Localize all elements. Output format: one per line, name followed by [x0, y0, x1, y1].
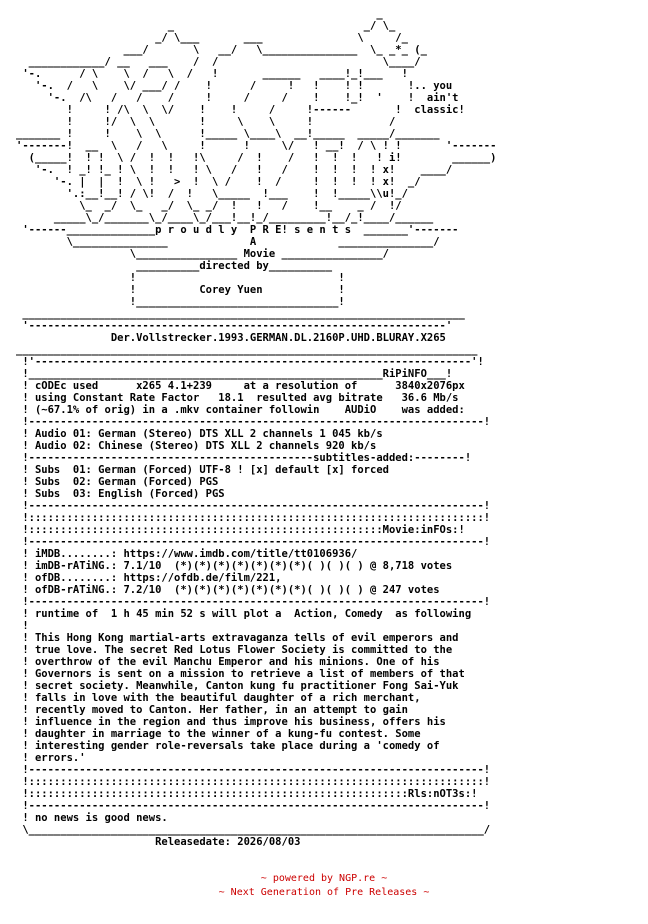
nfo-line: !'---------------------------------------------------------------------'! — [16, 356, 484, 368]
nfo-line: !------------------------------------------------------------------------! — [16, 800, 491, 812]
nfo-line: !________________________________! — [16, 296, 345, 308]
powered-by-line: ~ powered by NGP.re ~ — [260, 873, 388, 884]
nfo-line: ! ! — [16, 272, 345, 284]
nfo-line: ! ! /\ \ \/ ! ! / !------ ! classic! — [16, 104, 465, 116]
nfo-line: Der.Vollstrecker.1993.GERMAN.DL.2160P.UHD.BLURAY.X265 — [16, 332, 446, 344]
nfo-text-block — [16, 8, 496, 848]
nfo-line: ! Subs 01: German (Forced) UTF-8 ! [x] default [x] forced — [16, 464, 389, 476]
nfo-line: ! true love. The secret Red Lotus Flower Society is committed to the — [16, 644, 453, 656]
nfo-line: ! Governors is sent on a mission to retrieve a list of members of that — [16, 668, 465, 680]
nfo-line: ______________________________________________________________________ — [16, 308, 465, 320]
nfo-line: !------------------------------------------------------------------------! — [16, 416, 491, 428]
nfo-line: !::::::::::::::::::::::::::::::::::::::::::::::::::::::::::::::::::::::::! — [16, 776, 491, 788]
nfo-line: !::::::::::::::::::::::::::::::::::::::::::::::::::::::::Movie:inFOs:! — [16, 524, 465, 536]
nfo-line: '-. | | ! \ ! > ! \ / ! / ! ! ! ! x! _/ — [16, 176, 421, 188]
nfo-line: (_____! ! ! \ / ! ! !\ / ! / ! ! ! ! i! ______) — [16, 152, 497, 164]
nfo-line: \_ _/ \_ _/ \_ _/ ! ! / !__ _ / !/ — [16, 200, 402, 212]
nfo-line: ! interesting gender role-reversals take place during a 'comedy of — [16, 740, 440, 752]
nfo-line: \_______________ A _______________/ — [16, 236, 440, 248]
nfo-line: ! cODEc used x265 4.1+239 at a resolution of 3840x2076px — [16, 380, 465, 392]
nfo-line: '-. ! _! !_ ! \ ! ! ! \ / ! / ! ! ! ! x! ____/ — [16, 164, 453, 176]
nfo-line: ! secret society. Meanwhile, Canton kung fu practitioner Fong Sai-Yuk — [16, 680, 459, 692]
nfo-line: _____\_/_______\_/____\_/___!__!_/_________!__/_!____/______ — [16, 212, 434, 224]
nfo-line: ! no news is good news. — [16, 812, 168, 824]
nfo-line: ! errors.' — [16, 752, 86, 764]
nfo-line: ! using Constant Rate Factor 18.1 resulted avg bitrate 36.6 Mb/s — [16, 392, 459, 404]
nfo-line: _ _/ \_ — [16, 20, 396, 32]
nfo-line: !------------------------------------------------------------------------! — [16, 500, 491, 512]
nfo-line: Releasedate: 2026/08/03 — [16, 836, 301, 848]
nfo-line: !::::::::::::::::::::::::::::::::::::::::::::::::::::::::::::Rls:nOT3s:! — [16, 788, 478, 800]
nfo-line: !---------------------------------------------subtitles-added:--------! — [16, 452, 472, 464]
nfo-line: ! Subs 02: German (Forced) PGS — [16, 476, 219, 488]
nfo-line: ! !/ \ \ ! \ \ ! / — [16, 116, 402, 128]
nfo-line: !________________________________________________________RiPiNFO___! — [16, 368, 453, 380]
nfo-line: '-. / \ \/ ___/ / ! / ! ! ! ! !.. you — [16, 80, 453, 92]
nfo-line: __________directed by__________ — [16, 260, 333, 272]
nfo-line: ! This Hong Kong martial-arts extravaganza tells of evil emperors and — [16, 632, 459, 644]
nfo-line: ! ofDB-rATiNG.: 7.2/10 (*)(*)(*)(*)(*)(*)(*)( )( )( ) @ 247 votes — [16, 584, 440, 596]
nfo-line: ! Corey Yuen ! — [16, 284, 345, 296]
ngp-tagline: ~ Next Generation of Pre Releases ~ — [218, 887, 430, 898]
nfo-line: \________________________________________________________________________/ — [16, 824, 491, 836]
nfo-line: _ — [16, 8, 383, 20]
nfo-line: '-. /\ / / / ! / / ! !_! ' ! ain't — [16, 92, 459, 104]
nfo-line: ! — [16, 620, 29, 632]
nfo-line: _______ ! ! \ \ !_____ \____\ __!_____ _____/_______ — [16, 128, 440, 140]
nfo-line: !------------------------------------------------------------------------! — [16, 536, 491, 548]
nfo-line: ! falls in love with the beautiful daughter of a rich merchant, — [16, 692, 421, 704]
nfo-line: _/ \___ ___ \ /_ — [16, 32, 408, 44]
nfo-line: ! daughter in marriage to the winner of a kung-fu contest. Some — [16, 728, 421, 740]
nfo-line: ! (~67.1% of orig) in a .mkv container followin AUDiO was added: — [16, 404, 465, 416]
nfo-line: '-------! __ \ / \ ! ! \/ ! __! / \ ! ! '------- — [16, 140, 497, 152]
nfo-line: ! Audio 01: German (Stereo) DTS XLL 2 channels 1 045 kb/s — [16, 428, 383, 440]
nfo-line: '------------------------------------------------------------------' — [16, 320, 453, 332]
nfo-line: _________________________________________________________________________ — [16, 344, 478, 356]
nfo-line: ____________/ __ ___ / / \____/ — [16, 56, 421, 68]
nfo-line: '------______________p r o u d l y P R E! s e n t s _______'------- — [16, 224, 459, 236]
nfo-line: ! iMDB........: https://www.imdb.com/title/tt0106936/ — [16, 548, 358, 560]
nfo-line: ! influence in the region and thus improve his business, offers his — [16, 716, 446, 728]
nfo-line: ! recently moved to Canton. Her father, in an attempt to gain — [16, 704, 408, 716]
nfo-line: \________________ Movie ________________/ — [16, 248, 389, 260]
nfo-line: !------------------------------------------------------------------------! — [16, 596, 491, 608]
nfo-line: '.:__!__! / \! / ! \_____ !___ ! !_____\\u!_/ — [16, 188, 408, 200]
nfo-line: ! Subs 03: English (Forced) PGS — [16, 488, 225, 500]
nfo-line: !::::::::::::::::::::::::::::::::::::::::::::::::::::::::::::::::::::::::! — [16, 512, 491, 524]
nfo-line: '-. / \ \ / \ / ! ______ ____!_!___ ! — [16, 68, 408, 80]
nfo-line: !------------------------------------------------------------------------! — [16, 764, 491, 776]
nfo-line: ! ofDB........: https://ofdb.de/film/221, — [16, 572, 282, 584]
nfo-line: ___/ \ __/ \_______________ \_ _*_ (_ — [16, 44, 427, 56]
nfo-line: ! runtime of 1 h 45 min 52 s will plot a Action, Comedy as following — [16, 608, 472, 620]
nfo-line: ! overthrow of the evil Manchu Emperor and his minions. One of his — [16, 656, 440, 668]
nfo-line: ! Audio 02: Chinese (Stereo) DTS XLL 2 channels 920 kb/s — [16, 440, 377, 452]
nfo-line: ! imDB-rATiNG.: 7.1/10 (*)(*)(*)(*)(*)(*)(*)( )( )( ) @ 8,718 votes — [16, 560, 453, 572]
